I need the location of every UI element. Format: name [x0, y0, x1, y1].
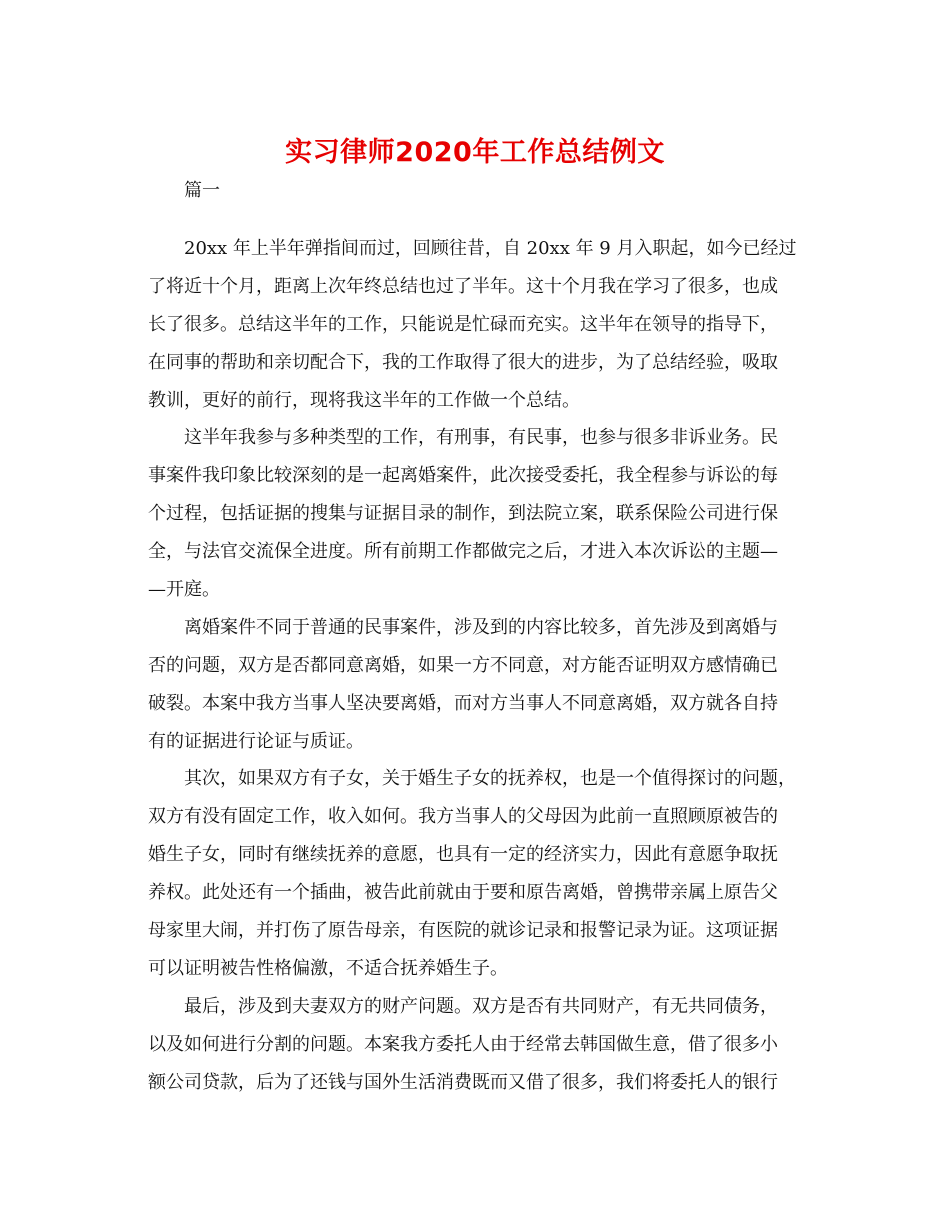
text-line: 有的证据进行论证与质证。 — [148, 730, 364, 752]
text-line: 以及如何进行分割的问题。本案我方委托人由于经常去韩国做生意，借了很多小 — [148, 1033, 778, 1055]
text-line: 可以证明被告性格偏激，不适合抚养婚生子。 — [148, 957, 508, 979]
text-line: 婚生子女，同时有继续抚养的意愿，也具有一定的经济实力，因此有意愿争取抚 — [148, 844, 778, 866]
text-line: 双方有没有固定工作，收入如何。我方当事人的父母因为此前一直照顾原被告的 — [148, 806, 778, 828]
text-line: —开庭。 — [148, 579, 220, 601]
text-line: 教训，更好的前行，现将我这半年的工作做一个总结。 — [148, 389, 580, 411]
text-line: 否的问题，双方是否都同意离婚，如果一方不同意，对方能否证明双方感情确已 — [148, 654, 778, 676]
paragraph — [148, 988, 806, 1102]
paragraph — [148, 609, 806, 761]
section-label: 篇一 — [184, 180, 220, 201]
text-line: 最后，涉及到夫妻双方的财产问题。双方是否有共同财产，有无共同债务， — [184, 995, 778, 1017]
text-line: 了将近十个月，距离上次年终总结也过了半年。这十个月我在学习了很多，也成 — [148, 275, 778, 297]
text-line: 在同事的帮助和亲切配合下，我的工作取得了很大的进步，为了总结经验，吸取 — [148, 351, 778, 373]
document-body — [148, 230, 806, 1101]
text-line: 长了很多。总结这半年的工作，只能说是忙碌而充实。这半年在领导的指导下， — [148, 313, 778, 335]
text-line: 离婚案件不同于普通的民事案件，涉及到的内容比较多，首先涉及到离婚与 — [184, 616, 778, 638]
paragraph — [148, 760, 806, 987]
paragraph — [148, 230, 806, 419]
text-line: 额公司贷款，后为了还钱与国外生活消费既而又借了很多，我们将委托人的银行 — [148, 1071, 778, 1093]
text-line: 全，与法官交流保全进度。所有前期工作都做完之后，才进入本次诉讼的主题— — [148, 541, 778, 563]
text-line: 养权。此处还有一个插曲，被告此前就由于要和原告离婚，曾携带亲属上原告父 — [148, 882, 778, 904]
text-line: 个过程，包括证据的搜集与证据目录的制作，到法院立案，联系保险公司进行保 — [148, 503, 778, 525]
document-title: 实习律师2020年工作总结例文 — [285, 137, 665, 168]
paragraph — [148, 419, 806, 608]
text-line: 这半年我参与多种类型的工作，有刑事，有民事，也参与很多非诉业务。民 — [184, 427, 778, 449]
text-line: 事案件我印象比较深刻的是一起离婚案件，此次接受委托，我全程参与诉讼的每 — [148, 465, 778, 487]
text-line: 母家里大闹，并打伤了原告母亲，有医院的就诊记录和报警记录为证。这项证据 — [148, 920, 778, 942]
text-line: 其次，如果双方有子女，关于婚生子女的抚养权，也是一个值得探讨的问题， — [184, 768, 796, 790]
text-line: 破裂。本案中我方当事人坚决要离婚，而对方当事人不同意离婚，双方就各自持 — [148, 692, 778, 714]
text-line: 20xx 年上半年弹指间而过，回顾往昔，自 20xx 年 9 月入职起，如今已经过 — [184, 238, 797, 259]
